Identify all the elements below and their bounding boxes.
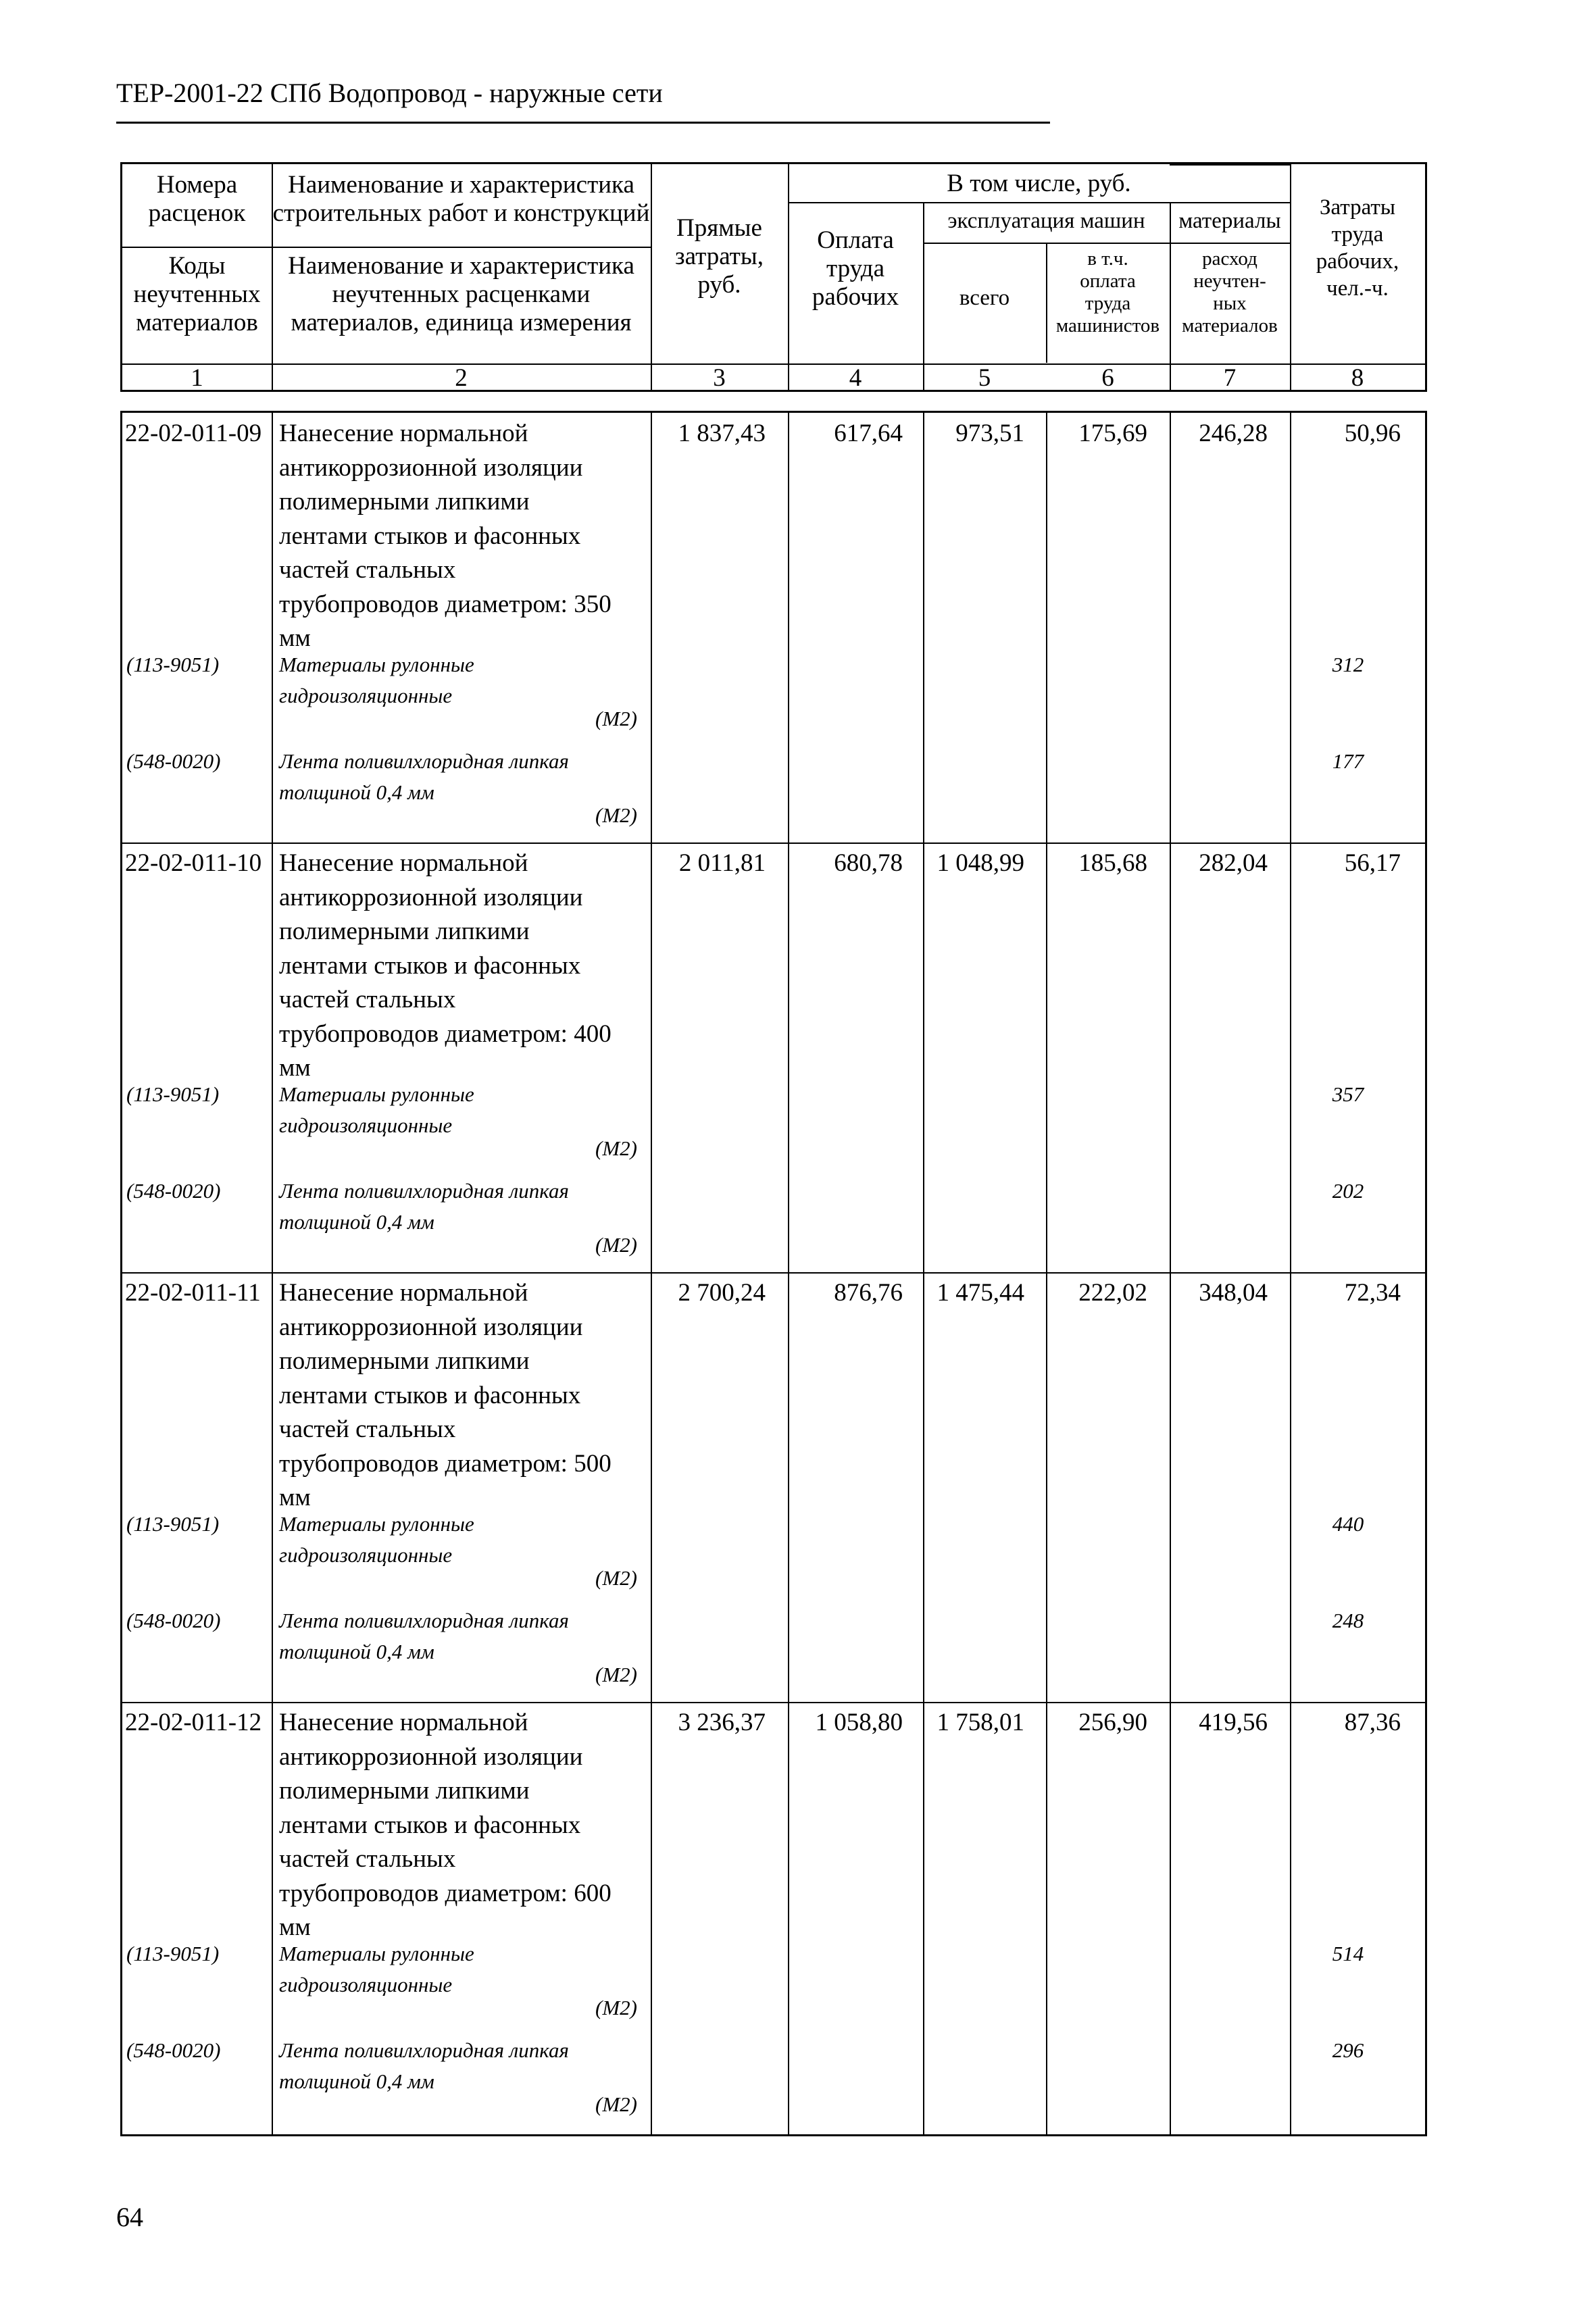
materials-value: 282,04 — [1199, 849, 1268, 877]
materials-value: 348,04 — [1199, 1279, 1268, 1307]
direct-costs-value: 3 236,37 — [678, 1709, 766, 1736]
title-underline — [116, 122, 1050, 124]
rate-code: 22-02-011-10 — [125, 849, 262, 877]
machinist-pay-value: 222,02 — [1078, 1279, 1147, 1307]
table-row — [122, 842, 1429, 1272]
table-row — [122, 1272, 1429, 1702]
labor-hours-value: 72,34 — [1344, 1279, 1401, 1307]
machines-total-value: 1 048,99 — [937, 849, 1024, 877]
column-number: 4 — [849, 364, 862, 392]
material-quantity: 357 — [1332, 1082, 1364, 1106]
header-machines-total: всего — [959, 286, 1010, 310]
header-rate-numbers: Номера расценок — [148, 171, 246, 227]
header-machinist-pay: в т.ч. оплата труда машинистов — [1055, 248, 1160, 336]
material-quantity: 440 — [1332, 1512, 1364, 1536]
machines-total-value: 1 475,44 — [937, 1279, 1024, 1307]
material-unit: (М2) — [595, 1136, 637, 1160]
machinist-pay-value: 256,90 — [1078, 1709, 1147, 1736]
header-divider — [788, 202, 1290, 203]
direct-costs-value: 2 011,81 — [678, 849, 766, 877]
material-unit: (М2) — [595, 1996, 637, 2019]
material-unit: (М2) — [595, 1566, 637, 1590]
column-number: 3 — [713, 364, 726, 392]
machines-total-value: 973,51 — [955, 420, 1024, 447]
material-description: Лента поливилхлоридная липкая толщиной 0,4 мм — [279, 1179, 569, 1234]
table-row — [122, 413, 1429, 842]
material-description: Лента поливилхлоридная липкая толщиной 0,4 мм — [279, 2038, 569, 2093]
header-unaccounted-materials: расход неучтен- ных материалов — [1182, 248, 1278, 336]
material-code: (113-9051) — [126, 1942, 220, 1965]
header-direct-costs: Прямые затраты, руб. — [675, 214, 764, 299]
column-number: 8 — [1351, 364, 1364, 392]
table-row — [122, 1702, 1429, 2132]
header-divider — [923, 243, 1290, 244]
material-quantity: 177 — [1332, 749, 1364, 773]
labor-pay-value: 617,64 — [834, 420, 903, 447]
material-quantity: 202 — [1332, 1179, 1364, 1203]
material-description: Лента поливилхлоридная липкая толщиной 0,4 мм — [279, 749, 569, 804]
header-labor-pay: Оплата труда рабочих — [812, 226, 899, 311]
header-material-description: Наименование и характеристика неучтенных расценками материалов, единица измерения — [288, 252, 634, 336]
material-description: Материалы рулонные гидроизоляционные — [279, 653, 474, 707]
direct-costs-value: 2 700,24 — [678, 1279, 766, 1307]
material-code: (548-0020) — [126, 1179, 221, 1203]
material-code: (548-0020) — [126, 2038, 221, 2062]
table-body — [120, 411, 1427, 2136]
machines-total-value: 1 758,01 — [937, 1709, 1024, 1736]
material-quantity: 312 — [1332, 653, 1364, 676]
materials-value: 419,56 — [1199, 1709, 1268, 1736]
table-header — [120, 162, 1427, 392]
material-unit: (М2) — [595, 803, 637, 827]
work-description: Нанесение нормальной антикоррозионной изоляции полимерными липкими лентами стыков и фасонных частей стальных трубопроводов диаметром: 350 мм — [279, 420, 612, 652]
header-divider — [1170, 164, 1290, 166]
machinist-pay-value: 185,68 — [1078, 849, 1147, 877]
material-unit: (М2) — [595, 1663, 637, 1686]
materials-value: 246,28 — [1199, 420, 1268, 447]
header-material-codes: Коды неучтенных материалов — [133, 252, 261, 336]
column-number: 2 — [455, 364, 468, 392]
rate-code: 22-02-011-09 — [125, 420, 262, 447]
labor-hours-value: 87,36 — [1344, 1709, 1401, 1736]
header-divider — [122, 247, 651, 248]
column-number: 1 — [191, 364, 203, 392]
machinist-pay-value: 175,69 — [1078, 420, 1147, 447]
work-description: Нанесение нормальной антикоррозионной изоляции полимерными липкими лентами стыков и фасонных частей стальных трубопроводов диаметром: 600 мм — [279, 1709, 612, 1941]
direct-costs-value: 1 837,43 — [678, 420, 766, 447]
labor-hours-value: 56,17 — [1344, 849, 1401, 877]
column-number: 5 — [978, 364, 991, 392]
material-quantity: 296 — [1332, 2038, 1364, 2062]
material-code: (548-0020) — [126, 1609, 221, 1632]
document-title: ТЕР-2001-22 СПб Водопровод - наружные сети — [116, 78, 663, 108]
material-unit: (М2) — [595, 1233, 637, 1257]
work-description: Нанесение нормальной антикоррозионной изоляции полимерными липкими лентами стыков и фасонных частей стальных трубопроводов диаметром: 500 мм — [279, 1279, 612, 1511]
rate-code: 22-02-011-12 — [125, 1709, 262, 1736]
column-number: 6 — [1101, 364, 1114, 392]
labor-pay-value: 1 058,80 — [815, 1709, 903, 1736]
rate-code: 22-02-011-11 — [125, 1279, 261, 1307]
labor-pay-value: 680,78 — [834, 849, 903, 877]
header-materials: материалы — [1178, 209, 1281, 233]
material-code: (113-9051) — [126, 1082, 220, 1106]
work-description: Нанесение нормальной антикоррозионной изоляции полимерными липкими лентами стыков и фасонных частей стальных трубопроводов диаметром: 400 мм — [279, 849, 612, 1082]
material-quantity: 514 — [1332, 1942, 1364, 1965]
material-description: Материалы рулонные гидроизоляционные — [279, 1082, 474, 1137]
labor-pay-value: 876,76 — [834, 1279, 903, 1307]
column-number: 7 — [1223, 364, 1237, 392]
labor-hours-value: 50,96 — [1344, 420, 1401, 447]
material-unit: (М2) — [595, 2092, 637, 2116]
material-description: Материалы рулонные гидроизоляционные — [279, 1512, 474, 1567]
material-code: (548-0020) — [126, 749, 221, 773]
page-number: 64 — [116, 2202, 143, 2232]
header-labor-hours: Затраты труда рабочих, чел.-ч. — [1316, 195, 1399, 301]
material-quantity: 248 — [1332, 1609, 1364, 1632]
material-description: Материалы рулонные гидроизоляционные — [279, 1942, 474, 1996]
header-including: В том числе, руб. — [947, 170, 1131, 197]
material-description: Лента поливилхлоридная липкая толщиной 0,4 мм — [279, 1609, 569, 1663]
header-work-description: Наименование и характеристика строительных работ и конструкций — [272, 171, 650, 227]
material-code: (113-9051) — [126, 653, 220, 676]
material-unit: (М2) — [595, 707, 637, 730]
material-code: (113-9051) — [126, 1512, 220, 1536]
header-machine-operation: эксплуатация машин — [947, 209, 1145, 233]
